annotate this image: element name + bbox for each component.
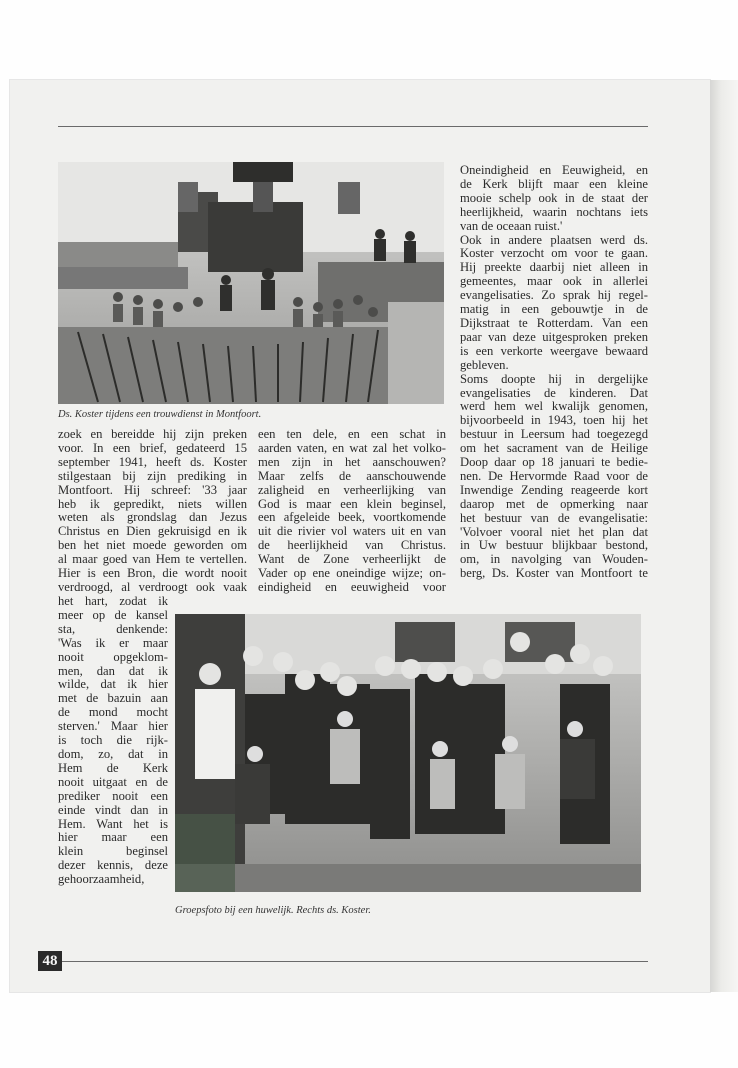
text-line: Christus en Dien gekruisigd en ik	[58, 525, 247, 539]
text-line: Koster verzocht om voor te gaan.	[460, 247, 648, 261]
text-line: een ten dele, en een schat in	[258, 428, 446, 441]
text-line: Ook in andere plaatsen werd ds.	[460, 233, 648, 247]
church-interior-photo-icon	[58, 162, 444, 404]
text-line: is een verkorte weergave bewaard	[460, 344, 648, 358]
text-line: sta, denkende:	[58, 622, 168, 636]
church-interior-photo	[58, 162, 444, 404]
text-line: God is maar een klein beginsel,	[258, 497, 446, 511]
text-line: bestuur in Leersum had toegezegd	[460, 428, 648, 442]
top-rule	[58, 126, 648, 127]
text-line: heerlijkheid, waarin nochtans iets	[460, 205, 648, 219]
text-line: de mond mocht	[58, 706, 168, 720]
text-line: gebleven.	[460, 358, 509, 372]
text-line: voor. In een brief, gedateerd 15	[58, 441, 247, 455]
text-line: een afgeleide beek, voortkomende	[258, 511, 446, 525]
text-line: is toch die rijk-	[58, 734, 168, 748]
text-column-1-narrow	[58, 595, 168, 887]
text-line: men zijn in het aanschouwen?	[258, 455, 446, 469]
text-line: hier maar een	[58, 831, 168, 845]
text-line: nooit uitgaat en de	[58, 775, 168, 789]
text-line: daarop met de opmerking naar	[460, 497, 648, 511]
text-line: wilde, dat ik hier	[58, 678, 168, 692]
text-line: met de bazuin aan	[58, 692, 168, 706]
photo1-caption: Ds. Koster tijdens een trouwdienst in Montfoort.	[58, 409, 262, 420]
text-line: het bestuur van de evangelisatie:	[460, 511, 648, 525]
photo2-caption: Groepsfoto bij een huwelijk. Rechts ds. Koster.	[175, 905, 371, 916]
text-line: zaligheid en verheerlijking van	[258, 483, 446, 497]
text-line: Soms doopte hij in dergelijke	[460, 372, 648, 386]
text-line: Hij preekte daarbij niet alleen in	[460, 261, 648, 275]
text-line: Hem. Want het is	[58, 817, 168, 831]
text-line: paar van deze uitgesproken preken	[460, 330, 648, 344]
text-line: werd hem wel kwalijk genomen,	[460, 400, 648, 414]
text-line: al maar goed van Hem te vertellen.	[58, 553, 247, 567]
bottom-rule	[62, 961, 648, 962]
group-photo-icon	[175, 614, 641, 892]
text-line: aarden vaten, en wat zal het volko-	[258, 441, 446, 455]
text-column-1	[58, 428, 247, 595]
text-line: gehoorzaamheid,	[58, 873, 145, 887]
text-line: van de oceaan ruist.'	[460, 219, 563, 233]
text-line: Vader op ene oneindige wijze; on-	[258, 567, 446, 581]
group-photo	[175, 614, 641, 892]
text-line: Doop daar op 18 januari te bedie-	[460, 456, 648, 470]
text-line: Maar zelfs de aanschouwende	[258, 469, 446, 483]
text-line: de Kerk blijft maar een kleine	[460, 177, 648, 191]
text-line: men, dan dat ik	[58, 664, 168, 678]
text-line: 'Was ik er maar	[58, 636, 168, 650]
text-column-3	[460, 164, 648, 581]
text-line: in Uw bestuur blijkbaar bestond,	[460, 539, 648, 553]
text-line: om, in navolging van Wouden-	[460, 553, 648, 567]
text-line: evangelisaties de kinderen. Dat	[460, 386, 648, 400]
text-line: evangelisaties. Zo sprak hij regel-	[460, 289, 648, 303]
text-line: Hier is een Bron, die wordt nooit	[58, 567, 247, 581]
text-line: eindigheid en eeuwigheid voor	[258, 580, 446, 594]
text-line: de heerlijkheid van Christus.	[258, 539, 446, 553]
text-line: heb ik gepredikt, niets willen	[58, 497, 247, 511]
text-line: het hart, zodat ik	[58, 595, 168, 608]
text-line: klein beginsel	[58, 845, 168, 859]
text-line: prediker nooit een	[58, 789, 168, 803]
text-line: verdroogd, al verdroogt ook vaak	[58, 580, 247, 594]
text-line: weten als grondslag dan Jezus	[58, 511, 247, 525]
text-line: zoek en bereidde hij zijn preken	[58, 428, 247, 441]
text-line: einde vindt dan in	[58, 803, 168, 817]
text-line: dezer kennis, deze	[58, 859, 168, 873]
text-line: berg, Ds. Koster van Montfoort te	[460, 567, 648, 581]
text-line: Want de Zone verheerlijkt de	[258, 553, 446, 567]
text-line: gemeentes, maar ook in allerlei	[460, 275, 648, 289]
text-line: 'Volvoer vooral niet het plan dat	[460, 525, 648, 539]
text-line: dom, zo, dat in	[58, 747, 168, 761]
book-spine	[710, 80, 738, 992]
text-line: mooie schelp ook in de staat der	[460, 191, 648, 205]
text-line: september 1941, heeft ds. Koster	[58, 455, 247, 469]
page-number: 48	[38, 951, 62, 971]
text-line: ben het niet moede geworden om	[58, 539, 247, 553]
text-line: om het sacrament van de Heilige	[460, 442, 648, 456]
text-line: Hem de Kerk	[58, 761, 168, 775]
text-line: Inwendige Zending reageerde kort	[460, 483, 648, 497]
text-line: nen. De Hervormde Raad voor de	[460, 469, 648, 483]
text-line: matig in een gebouwtje in de	[460, 303, 648, 317]
text-line: stilgestaan bij zijn prediking in	[58, 469, 247, 483]
text-column-2	[258, 428, 446, 595]
text-line: Montfoort. Hij schreef: '33 jaar	[58, 483, 247, 497]
text-line: Oneindigheid en Eeuwigheid, en	[460, 164, 648, 177]
text-line: uit die rivier vol waters uit en van	[258, 525, 446, 539]
text-line: bijvoorbeeld in 1943, toen hij het	[460, 414, 648, 428]
text-line: meer op de kansel	[58, 608, 168, 622]
text-line: Dijkstraat te Rotterdam. Van een	[460, 316, 648, 330]
text-line: sterven.' Maar hier	[58, 720, 168, 734]
text-line: nooit opgeklom-	[58, 650, 168, 664]
